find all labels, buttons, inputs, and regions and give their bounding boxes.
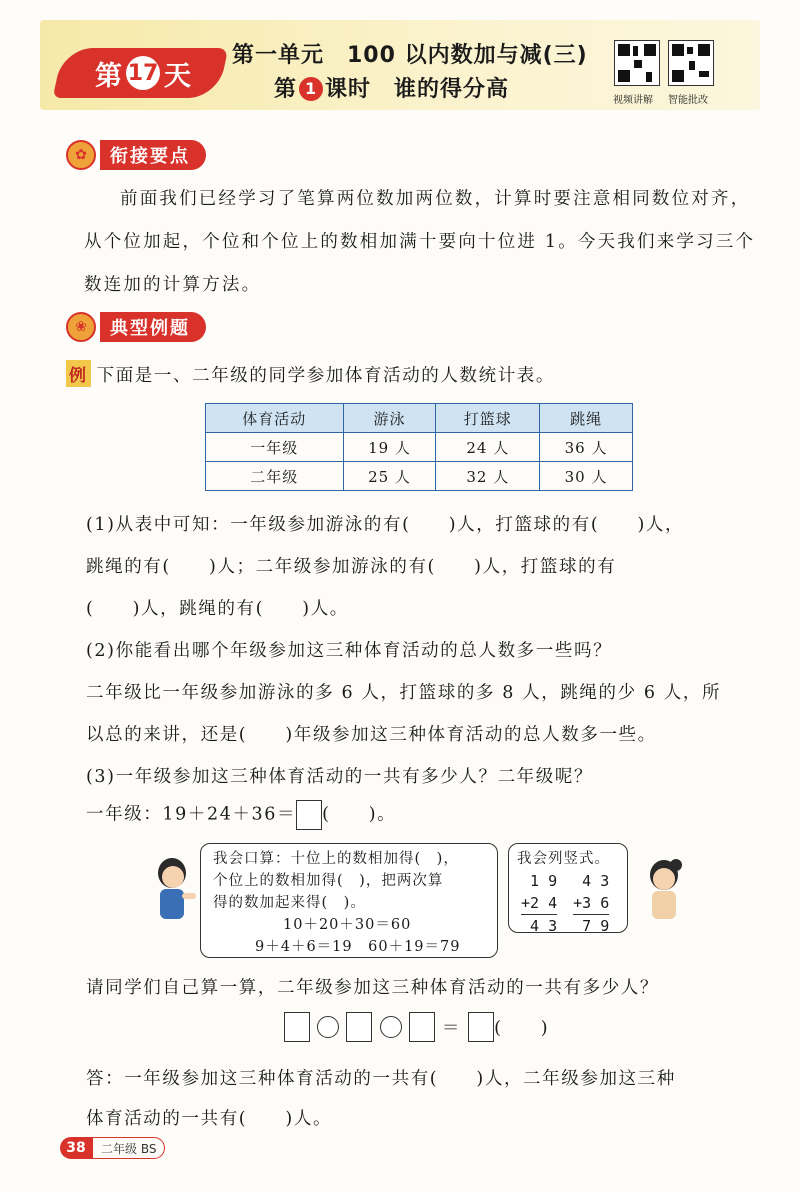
vertical-calc-1: 1 9 +2 4 4 3 (521, 872, 558, 935)
answer-box[interactable] (409, 1012, 435, 1042)
q3-line: (3)一年级参加这三种体育活动的一共有多少人？二年级呢？ (86, 767, 594, 787)
example-tag: 例 (66, 360, 91, 387)
q2-line: 以总的来讲，还是( )年级参加这三种体育活动的总人数多一些。 (86, 725, 657, 745)
section-heading-key-points: ✿ 衔接要点 (66, 138, 206, 172)
unit-title: 第一单元 100 以内数加与减(三) (232, 43, 588, 68)
q4-line: 请同学们自己算一算，二年级参加这三种体育活动的一共有多少人？ (86, 978, 659, 998)
lion-icon: ✿ (66, 140, 96, 170)
day-number: 17 (126, 56, 160, 90)
qr-caption-grading: 智能批改 (668, 95, 708, 106)
boy-illustration (150, 855, 198, 925)
answer-box[interactable] (284, 1012, 310, 1042)
pouch-icon: ❀ (66, 312, 96, 342)
vertical-calc-bubble: 我会列竖式。 1 9 +2 4 4 3 4 3 +3 6 7 9 (508, 843, 628, 933)
sports-table (205, 403, 633, 491)
lesson-title: 第 1 课时 谁的得分高 (274, 77, 510, 102)
key-points-paragraph: 前面我们已经学习了笔算两位数加两位数，计算时要注意相同数位对齐，从个位加起，个位和个位上的数相加满十要向十位进 1。今天我们来学习三个数连加的计算方法。 (84, 189, 756, 295)
mental-math-bubble: 我会口算：十位上的数相加得( )， 个位上的数相加得( )，把两次算 得的数加起来得( )。 10＋20＋30＝60 9＋4＋6＝19 60＋19＝79 (200, 843, 498, 958)
table-header-row: 体育活动 游泳 打篮球 跳绳 (206, 404, 633, 433)
section-heading-examples: ❀ 典型例题 (66, 310, 206, 344)
q1-line: ( )人，跳绳的有( )人。 (86, 599, 349, 619)
vertical-calc-2: 4 3 +3 6 7 9 (573, 872, 610, 935)
page-footer (60, 1137, 165, 1159)
answer-box[interactable] (296, 800, 322, 830)
operator-circle[interactable] (317, 1016, 339, 1038)
q3-equation: 一年级：19＋24＋36＝ ( )。 (86, 800, 396, 830)
girl-illustration (640, 855, 688, 925)
table-row: 一年级 19 人 24 人 36 人 (206, 433, 633, 462)
lesson-number: 1 (299, 77, 323, 101)
qr-code-video[interactable] (614, 40, 660, 86)
q1-line: (1)从表中可知：一年级参加游泳的有( )人，打篮球的有( )人， (86, 515, 685, 535)
day-suffix: 天 (164, 60, 191, 92)
qr-code-grading[interactable] (668, 40, 714, 86)
answer-box[interactable] (468, 1012, 494, 1042)
day-prefix: 第 (95, 60, 122, 92)
operator-circle[interactable] (380, 1016, 402, 1038)
grade-label: 二年级 BS (92, 1137, 165, 1159)
day-badge (58, 40, 220, 98)
q4-equation: ＝ ( ) (284, 1012, 549, 1042)
q1-line: 跳绳的有( )人；二年级参加游泳的有( )人，打篮球的有 (86, 557, 617, 577)
page-number: 38 (60, 1137, 92, 1159)
example-intro: 例 下面是一、二年级的同学参加体育活动的人数统计表。 (66, 360, 555, 387)
answer-line: 体育活动的一共有( )人。 (86, 1109, 333, 1129)
table-row: 二年级 25 人 32 人 30 人 (206, 462, 633, 491)
answer-line: 答：一年级参加这三种体育活动的一共有( )人，二年级参加这三种 (86, 1069, 676, 1089)
qr-caption-video: 视频讲解 (613, 95, 653, 106)
q2-line: (2)你能看出哪个年级参加这三种体育活动的总人数多一些吗？ (86, 641, 613, 661)
answer-box[interactable] (346, 1012, 372, 1042)
q2-line: 二年级比一年级参加游泳的多 6 人，打篮球的多 8 人，跳绳的少 6 人，所 (86, 683, 722, 703)
